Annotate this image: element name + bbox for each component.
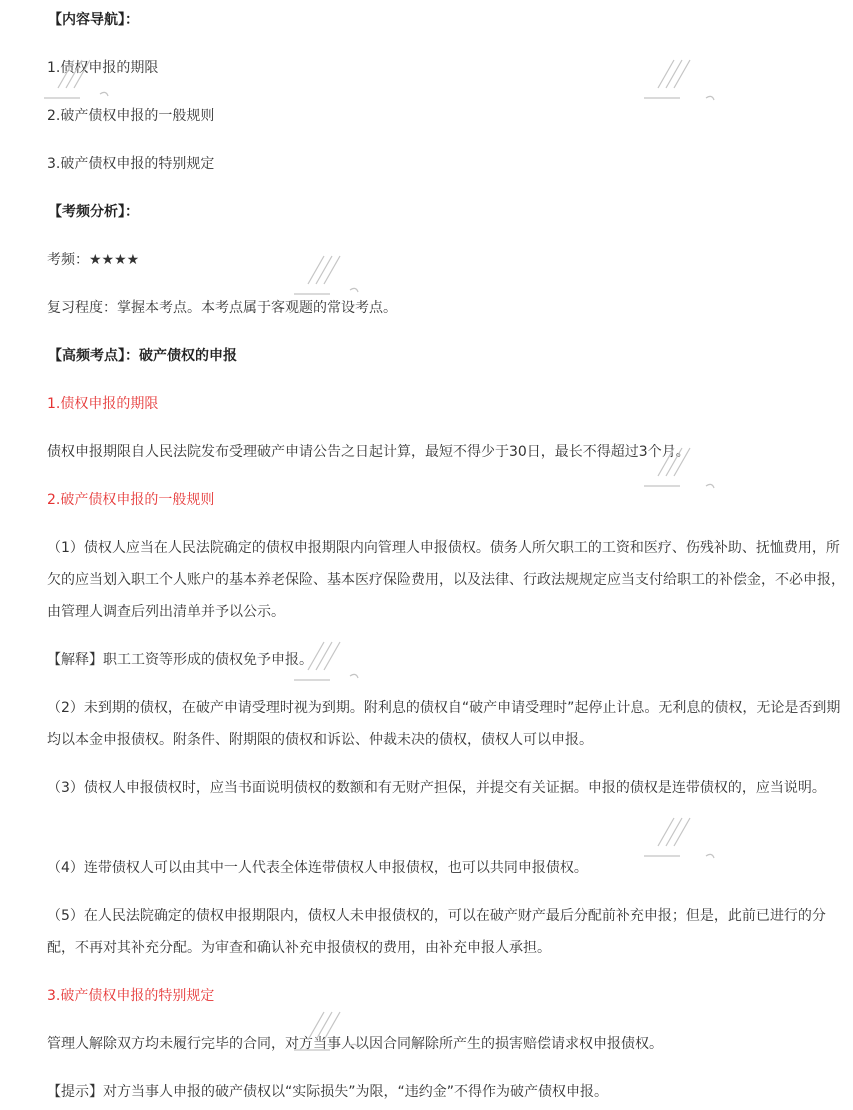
analysis-heading: 【考频分析】： xyxy=(48,204,139,220)
topic-heading: 【高频考点】：破产债权的申报 xyxy=(48,348,237,364)
watermark-mark xyxy=(40,48,130,108)
section2-paragraph-5: （5）在人民法院确定的债权申报期限内，债权人未申报债权的，可以在破产财产最后分配前补充申报；但是，此前已进行的分配，不再对其补充分配。为审查和确认补充申报债权的费用，由补充申报人承担。 xyxy=(47,908,826,956)
review-text: 复习程度：掌握本考点。本考点属于客观题的常设考点。 xyxy=(47,300,397,316)
section3-tip: 【提示】对方当事人申报的破产债权以“实际损失”为限，“违约金”不得作为破产债权申报。 xyxy=(47,1084,609,1100)
nav-item-1: 1.债权申报的期限 xyxy=(47,60,159,76)
section1-title: 1.债权申报的期限 xyxy=(47,396,159,412)
nav-item-2: 2.破产债权申报的一般规则 xyxy=(47,108,215,124)
section3-title: 3.破产债权申报的特别规定 xyxy=(47,988,215,1004)
section2-paragraph-3: （3）债权人申报债权时，应当书面说明债权的数额和有无财产担保，并提交有关证据。申报的债权是连带债权的，应当说明。 xyxy=(47,780,826,796)
section2-paragraph-4: （4）连带债权人可以由其中一人代表全体连带债权人申报债权，也可以共同申报债权。 xyxy=(47,860,588,876)
section2-paragraph-1: （1）债权人应当在人民法院确定的债权申报期限内向管理人申报债权。债务人所欠职工的工资和医疗、伤残补助、抚恤费用，所欠的应当划入职工个人账户的基本养老保险、基本医疗保险费用，以及法律、行政法规规定应当支付给职工的补偿金，不必申报，由管理人调查后列出清单并予以公示。 xyxy=(47,540,845,620)
watermark-mark xyxy=(640,48,730,108)
section2-note-1: 【解释】职工工资等形成的债权免予申报。 xyxy=(47,652,313,668)
nav-heading: 【内容导航】： xyxy=(48,12,139,28)
section2-title: 2.破产债权申报的一般规则 xyxy=(47,492,215,508)
section2-paragraph-2: （2）未到期的债权，在破产申请受理时视为到期。附利息的债权自“破产申请受理时”起停止计息。无利息的债权，无论是否到期均以本金申报债权。附条件、附期限的债权和诉讼、仲裁未决的债权，债权人可以申报。 xyxy=(47,700,841,748)
watermark-mark xyxy=(640,806,730,866)
section1-text: 债权申报期限自人民法院发布受理破产申请公告之日起计算，最短不得少于30日，最长不得超过3个月。 xyxy=(47,444,690,460)
section3-text: 管理人解除双方均未履行完毕的合同，对方当事人以因合同解除所产生的损害赔偿请求权申报债权。 xyxy=(47,1036,663,1052)
nav-item-3: 3.破产债权申报的特别规定 xyxy=(47,156,215,172)
watermark-mark xyxy=(290,244,380,304)
frequency-text: 考频：★★★★ xyxy=(47,252,140,268)
